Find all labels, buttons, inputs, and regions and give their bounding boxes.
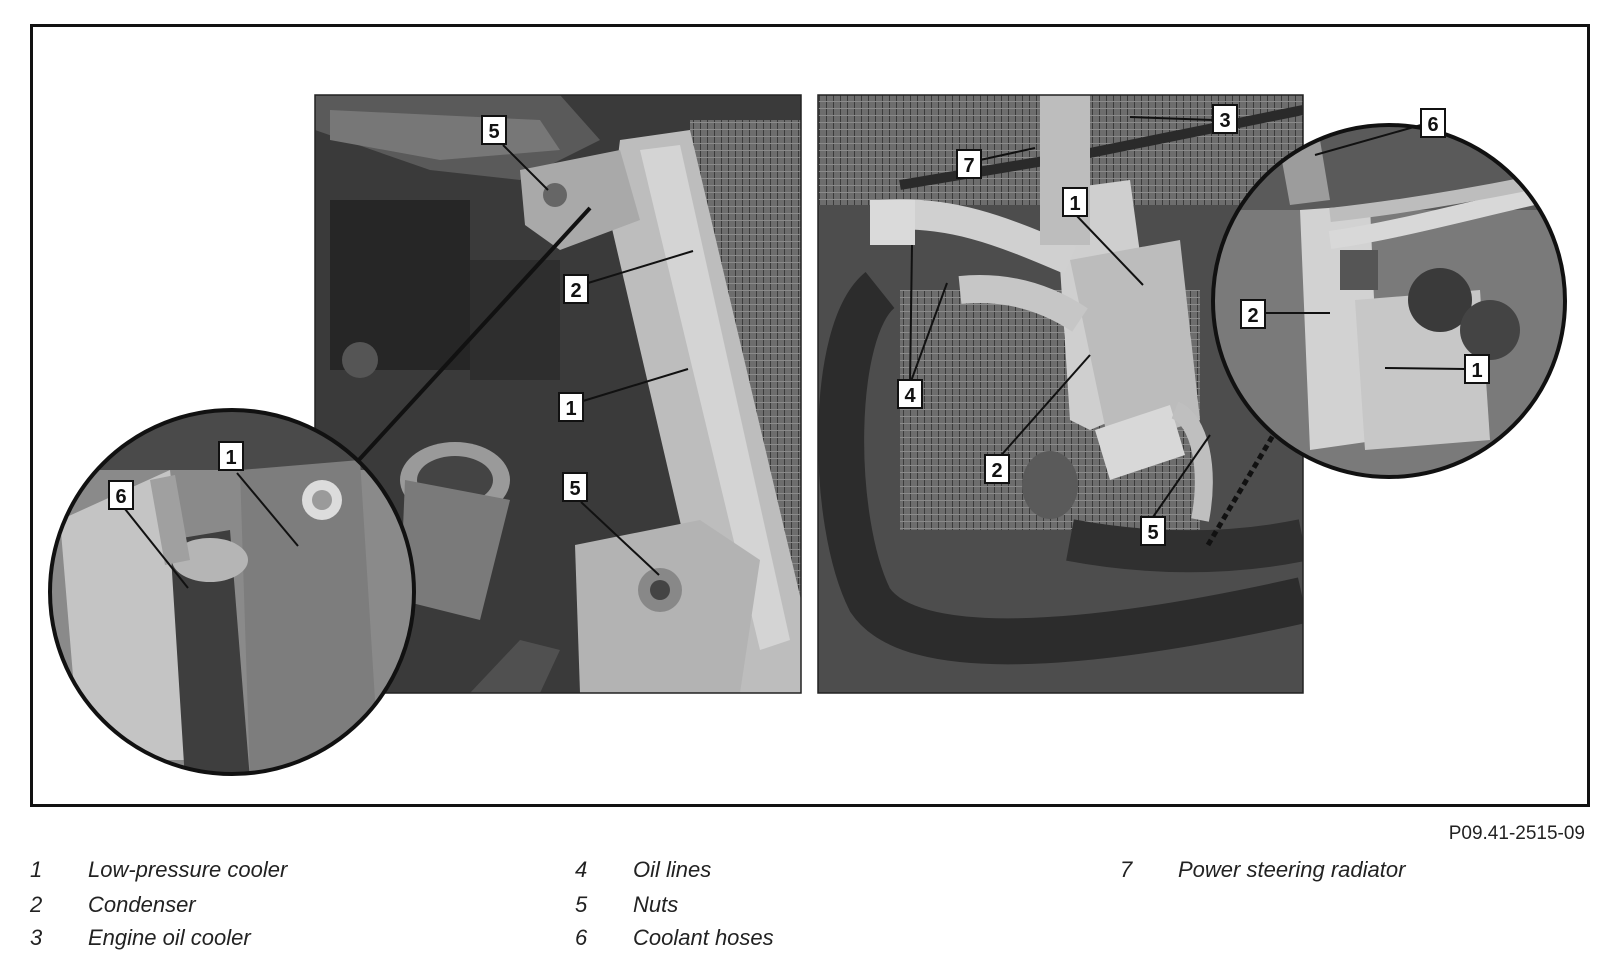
callout-right-inset-1: [1465, 355, 1489, 383]
svg-text:5: 5: [1147, 522, 1159, 544]
callout-left-inset-1: [219, 442, 243, 470]
legend-number: 7: [1120, 857, 1133, 882]
svg-text:1: 1: [565, 398, 577, 420]
callout-right-4: [898, 380, 922, 408]
legend-number: 4: [575, 857, 588, 882]
legend-label: Oil lines: [633, 857, 712, 882]
legend-number: 3: [30, 925, 43, 950]
legend-label: Coolant hoses: [633, 925, 774, 950]
right-photo: [818, 95, 1303, 693]
svg-text:1: 1: [1471, 360, 1483, 382]
legend-number: 5: [575, 892, 588, 917]
legend-number: 6: [575, 925, 588, 950]
callout-right-3: [1213, 105, 1237, 133]
svg-text:3: 3: [1219, 110, 1231, 132]
svg-text:2: 2: [570, 280, 582, 302]
callout-right-1: [1063, 188, 1087, 216]
legend-label: Nuts: [633, 892, 679, 917]
svg-text:5: 5: [569, 478, 581, 500]
svg-text:7: 7: [963, 155, 975, 177]
svg-text:6: 6: [115, 486, 127, 508]
callout-left-5-bottom: [563, 473, 587, 501]
figure-id: P09.41-2515-09: [1448, 823, 1585, 844]
svg-text:1: 1: [225, 447, 237, 469]
legend-label: Low-pressure cooler: [88, 857, 288, 882]
svg-text:2: 2: [1247, 305, 1259, 327]
legend-number: 1: [30, 857, 43, 882]
svg-text:4: 4: [904, 385, 916, 407]
legend-label: Engine oil cooler: [88, 925, 251, 950]
callout-right-7: [957, 150, 981, 178]
callout-left-1: [559, 393, 583, 421]
svg-text:6: 6: [1427, 114, 1439, 136]
legend-number: 2: [30, 892, 43, 917]
callout-right-inset-6: [1421, 109, 1445, 137]
callout-right-2: [985, 455, 1009, 483]
legend-label: Condenser: [88, 892, 196, 917]
callout-left-inset-6: [109, 481, 133, 509]
svg-text:5: 5: [488, 121, 500, 143]
legend-label: Power steering radiator: [1178, 857, 1406, 882]
callout-right-5: [1141, 517, 1165, 545]
callout-right-inset-2: [1241, 300, 1265, 328]
callout-left-2: [564, 275, 588, 303]
svg-text:2: 2: [991, 460, 1003, 482]
svg-text:1: 1: [1069, 193, 1081, 215]
callout-left-5-top: [482, 116, 506, 144]
